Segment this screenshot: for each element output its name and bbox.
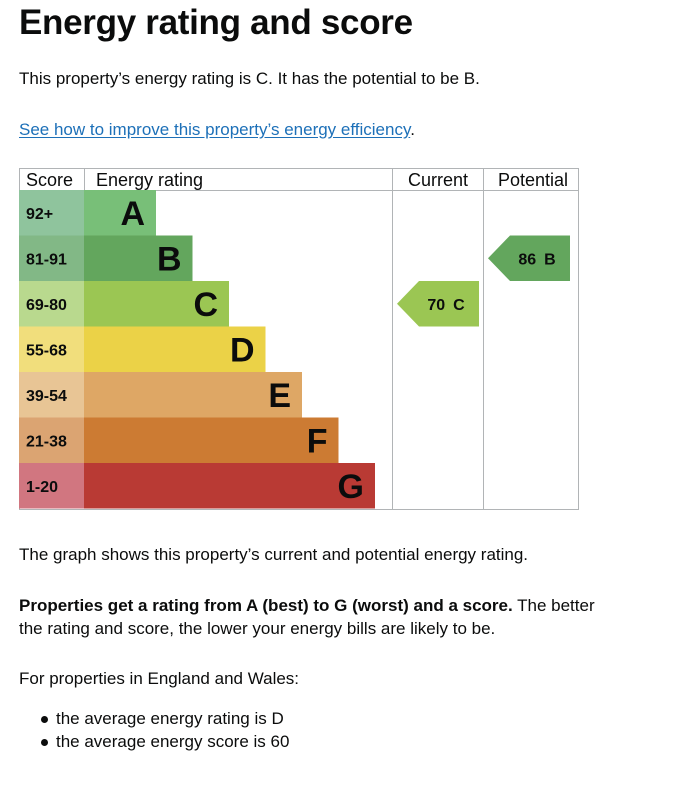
rating-explainer-rest: The better (512, 596, 595, 615)
rating-letter-e: E (268, 376, 291, 415)
score-range-f: 21-38 (26, 433, 67, 451)
rating-explainer-continued: the rating and score, the lower your energy bills are likely to be. (19, 619, 496, 638)
score-range-c: 69-80 (26, 296, 67, 314)
region-intro: For properties in England and Wales: (19, 669, 300, 688)
score-range-e: 39-54 (26, 387, 67, 405)
energy-rating-graph (19, 168, 581, 512)
rating-letter-a: A (120, 194, 145, 233)
improve-paragraph (19, 118, 415, 141)
rating-summary: This property’s energy rating is C. It has the potential to be B. (19, 69, 480, 88)
score-range-b: 81-91 (26, 251, 67, 269)
rating-letter-b: B (156, 240, 182, 279)
rating-letter-f: F (306, 422, 328, 461)
header-potential: Potential (497, 170, 569, 190)
header-score: Score (26, 170, 74, 190)
header-current: Current (407, 170, 469, 190)
score-range-g: 1-20 (26, 478, 59, 496)
score-range-d: 55-68 (26, 342, 67, 360)
rating-letter-d: D (229, 331, 255, 370)
rating-letter-c: C (193, 285, 218, 324)
improve-efficiency-link[interactable]: See how to improve this property’s energy efficiency (19, 120, 411, 139)
rating-bar-g (84, 463, 375, 509)
potential-score-value: 86 (518, 251, 537, 269)
link-suffix: . (410, 120, 415, 139)
rating-explainer-bold: Properties get a rating from A (best) to G (worst) and a score. (19, 596, 513, 615)
header-energy-rating: Energy rating (96, 170, 204, 190)
averages-list (19, 707, 289, 753)
current-score-value: 70 (427, 296, 446, 314)
graph-caption: The graph shows this property’s current and potential energy rating. (19, 545, 529, 564)
potential-rating-letter: B (544, 251, 556, 269)
page-title: Energy rating and score (19, 3, 413, 42)
average-rating-item: the average energy rating is D (19, 707, 289, 730)
rating-bar-f (84, 418, 339, 464)
rating-explainer (19, 594, 595, 640)
rating-letter-g: G (337, 467, 364, 506)
current-rating-letter: C (453, 296, 465, 314)
score-range-a: 92+ (26, 205, 54, 223)
average-score-item: the average energy score is 60 (19, 730, 289, 753)
